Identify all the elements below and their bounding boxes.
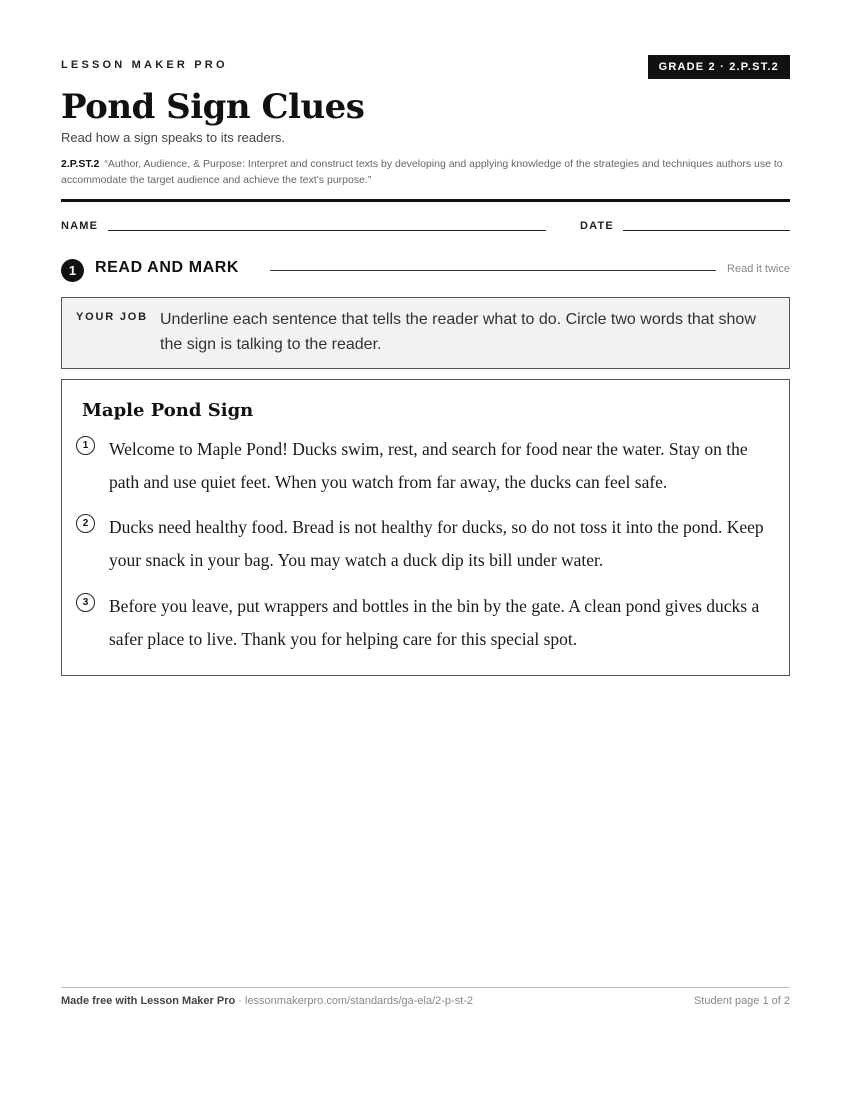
passage-title: Maple Pond Sign [82,400,254,421]
paragraph-number-2: 2 [76,514,95,533]
footer-separator: · [235,995,245,1007]
standard-text: “Author, Audience, & Purpose: Interpret and construct texts by developing and applying knowledge of the strategies and techniques authors use to accommodate the target audience and achieve the text’s purpose.” [61,158,783,186]
standard-description [61,156,790,188]
page-subtitle: Read how a sign speaks to its readers. [61,130,286,145]
name-field[interactable] [108,230,546,231]
section-divider [270,270,716,271]
date-field[interactable] [623,230,790,231]
name-date-row [61,220,790,234]
paragraph-number-3: 3 [76,593,95,612]
worksheet-page [61,0,790,1100]
footer-page-number: Student page 1 of 2 [693,995,790,1007]
footer-made-with: Made free with Lesson Maker Pro [61,995,236,1007]
name-label: NAME [61,220,99,232]
brand-name: LESSON MAKER PRO [61,59,228,71]
grade-badge: GRADE 2 · 2.P.ST.2 [648,55,790,79]
footer-url[interactable]: lessonmakerpro.com/standards/ga-ela/2-p-st-2 [245,995,474,1007]
date-label: DATE [580,220,614,232]
your-job-label: YOUR JOB [76,311,148,323]
paragraph-number-1: 1 [76,436,95,455]
section-read-and-mark [61,258,790,282]
standard-code: 2.P.ST.2 [61,158,100,170]
section-note: Read it twice [727,263,790,275]
footer-divider [61,987,790,988]
section-title: READ AND MARK [95,259,240,276]
footer-credit [61,995,473,1007]
section-number-badge: 1 [61,259,84,282]
paragraph-3: Before you leave, put wrappers and bottles in the bin by the gate. A clean pond gives ducks a safer place to live. Thank you for helping care for this special spot. [109,596,760,649]
page-title: Pond Sign Clues [61,87,365,127]
paragraph-1: Welcome to Maple Pond! Ducks swim, rest, and search for food near the water. Stay on the path and use quiet feet. When you watch from far away, the ducks can feel safe. [109,439,748,492]
your-job-instructions: Underline each sentence that tells the reader what to do. Circle two words that show the sign is talking to the reader. [160,311,756,353]
header-divider [61,199,790,202]
paragraph-2: Ducks need healthy food. Bread is not healthy for ducks, so do not toss it into the pond. Keep your snack in your bag. You may watch a duck dip its bill under water. [109,517,764,570]
your-job-box [61,297,790,369]
passage-box [61,379,790,676]
